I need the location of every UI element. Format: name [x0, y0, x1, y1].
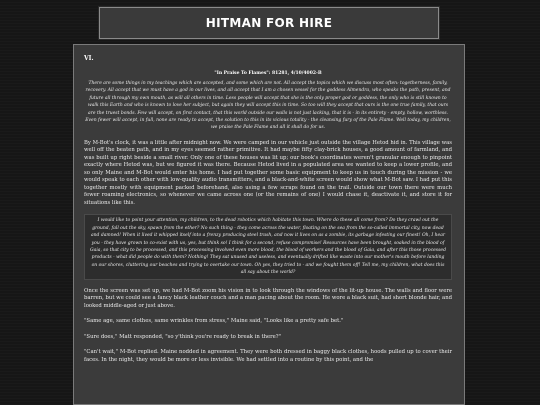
site-title: HITMAN FOR HIRE: [205, 16, 333, 30]
chapter-number: VI.: [84, 55, 94, 62]
story-paragraph: "Can't wait," M-Bot replied. Maine nodded in agreement. They were both dressed in baggy black clothes, hoods pulled up to cover their faces. In the night, they would be more or less invisible. We had settled into a routine by this point, and the: [84, 349, 452, 363]
story-paragraph: By M-Bot's clock, it was a little after midnight now. We were camped in our vehicle just outside the village Hetod hid in. This village was well off the beaten path, and in my eyes seemed rather primitive. It had maybe fifty clay-brick houses, a good amount of farmland, and was built up right beside a small river. Only one of these houses was lit up; our book's coordinates weren't granular enough to pinpoint exactly where Hetod was, but we figured it was there. Because Hetod lived in a populated area we wanted to keep a lower profile, and so only Maine and M-Bot would enter his home. I had put together some basic equipment to keep us in touch during the mission - we would speak to each other with low-quality audio transmitters, and a black-and-white screen would show what M-Bot saw. I had put this together mostly with equipment packed beforehand, also using a few scraps found on the trail. Outside our town there were much fewer roaming electronics, so whenever we came across one (or the remains of one) I would chase it, deactivate it, and store it for situations like this.: [84, 139, 452, 206]
sermon-quote-box: I would like to point your attention, my children, to the dead robotics which habitate this town. Where do these all come from? Do they crawl out the ground, fall out the sky, spawn from the ether? No such thing - they come across the water, floating on the sea from the so-called immortal city, now dead and damned! When it lived it whipped itself into a frenzy producing steel trash, and now it lives on as a zombie, its garbage infesting our finest! Oh, I hear you - they have grown to co-exist with us, yes, but think so! I think for a second, refuse compromise! Resources have been brought, soaked in the blood of Gaia, so that city to be processed, and this processing involved even more blood, the blood of workers and the blood of Gaia, and after this those processed products - what did people do with them? Nothing! They sat unused and useless, and eventually drifted like waste into our mother's mouth before landing on our shores, cluttering our beaches and trying to overtake our town. Oh yes, they tried to - and we fought them off! Tell me, my children, what does this all say about the world?: [84, 214, 452, 279]
story-paragraph: "Same age, same clothes, same wrinkles from stress," Maine said, "Looks like a pretty safe bet.": [84, 318, 344, 325]
sermon-excerpt: There are some things in my teachings which are accepted, and some which are not. All accept the topics which we discuss most often: togetherness, family, recovery. All accept that we must have a god in our lives, and all accept that I am a chosen vessel for the goddess Almendra, who speaks the path, present, and future all through my own mouth, as will all others in time. Less people will accept that she is the only proper god or goddess, the only who is still known to walk this Earth and who is known to love her subject, but again they will accept this in time. So too will they accept that ours is the one true family, that ours are the truest bonds. Few will accept, on first contact, that this world outside our walls is not just lacking, that it is - in its entirety - empty, hollow, worthless. Even fewer will accept, in full, none are ready to accept, the solution to this in its vicious totality - the cleansing fury of the Pale Flame. Well today, my children, we praise the Pale Flame and all it shall do for us.: [85, 81, 451, 131]
story-paragraph: "Sure does," Matt responded, "so y'think you're ready to break in there?": [84, 333, 282, 340]
story-content: [73, 44, 465, 405]
sermon-title: "In Praise To Flames": 81281, 4/10/4002-B: [214, 71, 322, 76]
site-header: [99, 7, 439, 39]
story-paragraph: Once the screen was set up, we had M-Bot zoom his vision in to look through the windows of the lit-up house. The walls and floor were barren, but we could see a fancy black leather couch and a man pacing about the room. He wore a black suit, had short blonde hair, and looked middle-aged or just above.: [84, 287, 452, 309]
